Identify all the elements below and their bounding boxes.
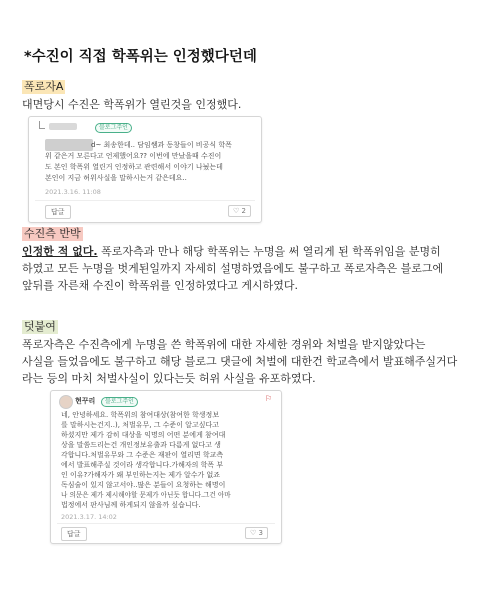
like-button[interactable] <box>245 527 268 539</box>
section-tag-rebuttal: 수진측 반박 <box>24 227 81 240</box>
comment-line: 인 이유?가해자가 왜 부인하는지는 제가 알수가 없죠 <box>61 471 221 479</box>
heart-icon: ♡ <box>233 207 240 215</box>
comment-line: 에서 발표해주실 것이라 생각합니다.가해자의 학폭 부 <box>61 461 224 469</box>
report-icon[interactable]: ⚐ <box>265 394 273 403</box>
reply-button[interactable]: 답글 <box>45 205 71 219</box>
comment-line: 네, 안녕하세요. 학폭위의 참여대상(참여한 학생정보 <box>61 411 220 419</box>
comment-card-1 <box>28 116 262 223</box>
divider <box>57 523 275 524</box>
comment-line: 독심술이 있지 않고서야..많은 분들이 요청하는 해명이 <box>61 481 226 489</box>
addendum-line-3: 라는 등의 마치 처벌사실이 있다는듯 허위 사실을 유포하였다. <box>22 372 316 385</box>
comment-card-2 <box>50 390 282 544</box>
redacted-author <box>49 123 77 130</box>
comment-line: 본인이 지금 허위사실을 말하시는거 같은데요.. <box>45 174 187 182</box>
comment-line: 법정에서 판사님께 하게되지 않을까 싶습니다. <box>61 501 201 509</box>
comment-line: d~ 최송한데.. 담임쌤과 동창들이 비공식 학폭 <box>91 141 232 149</box>
comment-date: 2021.3.16. 11:08 <box>45 188 101 196</box>
blog-owner-badge: 블로그주인 <box>95 123 132 133</box>
section-a-text: 대면당시 수진은 학폭위가 열린것을 인정했다. <box>22 98 242 111</box>
addendum-line-1: 폭로자측은 수진측에게 누명을 쓴 학폭위에 대한 자세한 경위와 처벌을 받지않았다는 <box>22 338 426 351</box>
comment-line: 상을 말씀드리는건 개인정보유출과 다름게 없다고 생 <box>61 441 221 449</box>
section-tag-addendum: 덧붙여 <box>24 320 56 333</box>
redacted-mention <box>45 139 93 151</box>
blog-owner-badge: 블로그주인 <box>101 397 138 407</box>
reply-indent-icon <box>39 121 45 129</box>
divider <box>35 200 255 201</box>
page-title: *수진이 직접 학폭위는 인정했다던데 <box>24 49 257 65</box>
section-tag-accuser-a: 폭로자A <box>24 80 64 93</box>
comment-line: 각합니다.처벌유무와 그 수준은 재판이 열리면 학교측 <box>61 451 224 459</box>
comment-line: 도 본인 학폭위 열린거 인정하고 관련해서 이야기 나눴는데 <box>45 163 223 171</box>
heart-icon: ♡ <box>250 529 257 537</box>
like-count: 3 <box>258 529 263 537</box>
like-count: 2 <box>241 207 246 215</box>
reply-button[interactable]: 답글 <box>61 527 87 541</box>
comment-line: 위 같은거 모른다고 언제했어요?? 이번에 만났을때 수진이 <box>45 152 222 160</box>
rebuttal-text: 폭로자측과 만나 해당 학폭위는 누명을 써 열리게 된 학폭위임을 분명히 <box>97 245 441 258</box>
comment-author: 현꾸리 <box>75 397 96 405</box>
comment-line: 를 말하시는건지..), 처벌유무, 그 수준이 알고싶다고 <box>61 421 219 429</box>
avatar <box>59 395 73 409</box>
rebuttal-line-3: 앞뒤를 자른채 수진이 학폭위를 인정하였다고 게시하였다. <box>22 279 299 292</box>
comment-date: 2021.3.17. 14:02 <box>61 513 117 521</box>
comment-line: 나 의문은 제가 제시해야할 문제가 아닌듯 합니다.그건 아마 <box>61 491 231 499</box>
rebuttal-line-1 <box>22 243 441 260</box>
rebuttal-line-2: 하였고 모든 누명을 벗게된일까지 자세히 설명하였음에도 불구하고 폭로자측은 블로그에 <box>22 262 444 275</box>
rebuttal-highlight: 인정한 적 없다. <box>22 245 98 258</box>
like-button[interactable] <box>228 205 251 217</box>
comment-line: 하셨지만 제가 감히 대상을 익명의 어떤 분에게 참여대 <box>61 431 226 439</box>
addendum-line-2: 사실을 들었음에도 불구하고 해당 블로그 댓글에 처벌에 대한건 학교측에서 발표해주실거다 <box>22 355 458 368</box>
